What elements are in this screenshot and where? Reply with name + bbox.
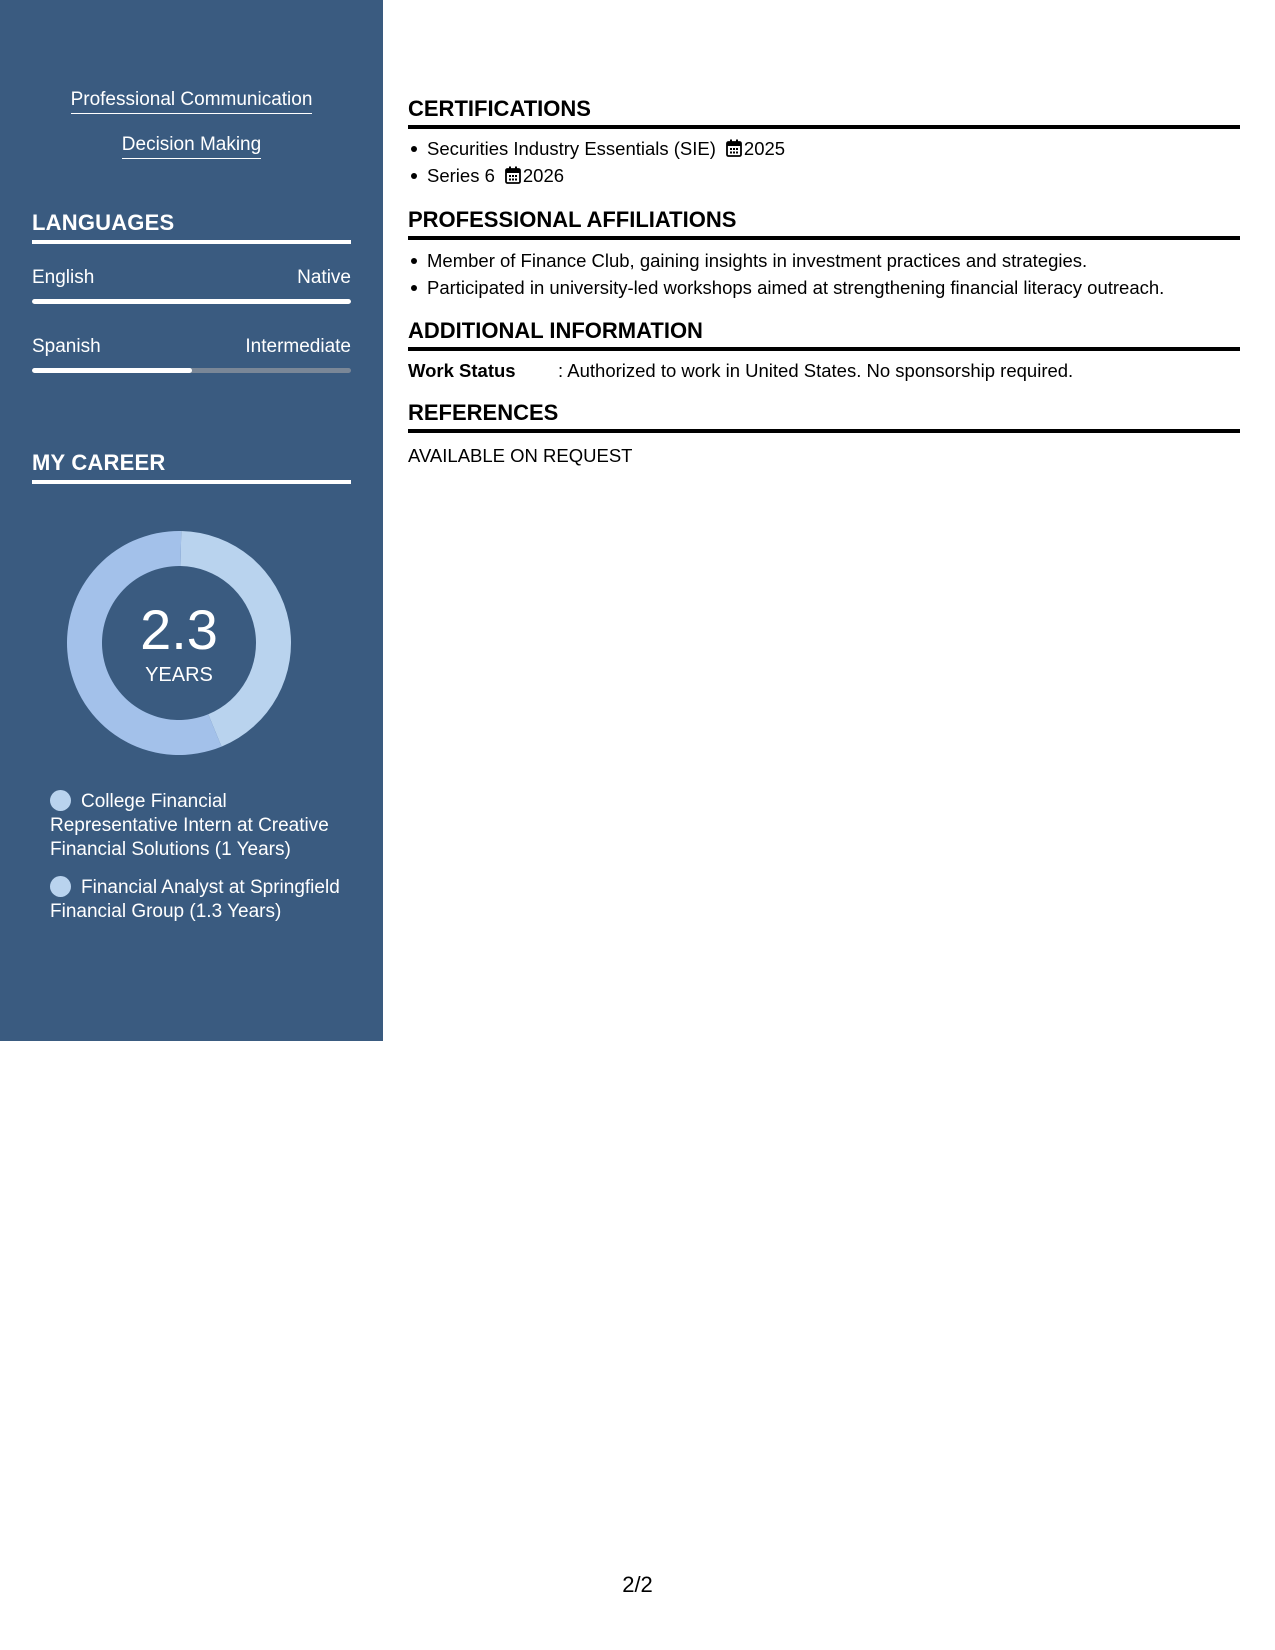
language-row [32, 267, 351, 289]
references-heading: REFERENCES [408, 400, 1240, 433]
affiliation-item: Participated in university-led workshops aimed at strengthening financial literacy outreach. [408, 274, 1240, 301]
language-name: English [32, 267, 95, 288]
certification-year: 2026 [522, 165, 565, 186]
language-row [32, 336, 351, 358]
career-legend-label: Financial Analyst at Springfield Financial Group (1.3 Years) [50, 877, 340, 922]
certification-item [408, 135, 1240, 162]
language-proficiency-bar [32, 299, 351, 304]
career-legend-item [50, 790, 340, 862]
work-status-value: : Authorized to work in United States. No sponsorship required. [558, 360, 1074, 381]
certification-name: Series 6 [427, 165, 495, 186]
calendar-icon [726, 139, 742, 157]
legend-dot-icon [50, 790, 71, 811]
additional-info-heading: ADDITIONAL INFORMATION [408, 318, 1240, 351]
certification-item [408, 162, 1240, 189]
calendar-icon [505, 166, 521, 184]
skill-label: Decision Making [122, 133, 261, 159]
legend-dot-icon [50, 876, 71, 897]
career-total-unit: YEARS [145, 664, 213, 686]
career-legend-item [50, 876, 340, 924]
sidebar [0, 0, 383, 1041]
language-level: Intermediate [245, 336, 351, 357]
affiliation-item: Member of Finance Club, gaining insights in investment practices and strategies. [408, 247, 1240, 274]
affiliations-list [408, 247, 1240, 301]
skill-label: Professional Communication [71, 88, 313, 114]
language-level: Native [297, 267, 351, 288]
language-proficiency-fill [32, 368, 192, 373]
career-legend-label: College Financial Representative Intern at Creative Financial Solutions (1 Years) [50, 791, 329, 860]
work-status-label: Work Status [408, 360, 516, 381]
skill-item [0, 133, 383, 159]
page-number: 2/2 [622, 1572, 653, 1597]
certification-year: 2025 [743, 138, 786, 159]
skill-item [0, 88, 383, 114]
career-total-value: 2.3 [140, 598, 218, 661]
certifications-list [408, 135, 1240, 189]
language-name: Spanish [32, 336, 101, 357]
language-proficiency-fill [32, 299, 351, 304]
certification-name: Securities Industry Essentials (SIE) [427, 138, 716, 159]
career-heading: MY CAREER [32, 450, 351, 484]
references-text: AVAILABLE ON REQUEST [408, 445, 633, 466]
certifications-heading: CERTIFICATIONS [408, 96, 1240, 129]
language-proficiency-bar [32, 368, 351, 373]
languages-heading: LANGUAGES [32, 210, 351, 244]
work-status-row [408, 360, 1240, 382]
affiliations-heading: PROFESSIONAL AFFILIATIONS [408, 207, 1240, 240]
